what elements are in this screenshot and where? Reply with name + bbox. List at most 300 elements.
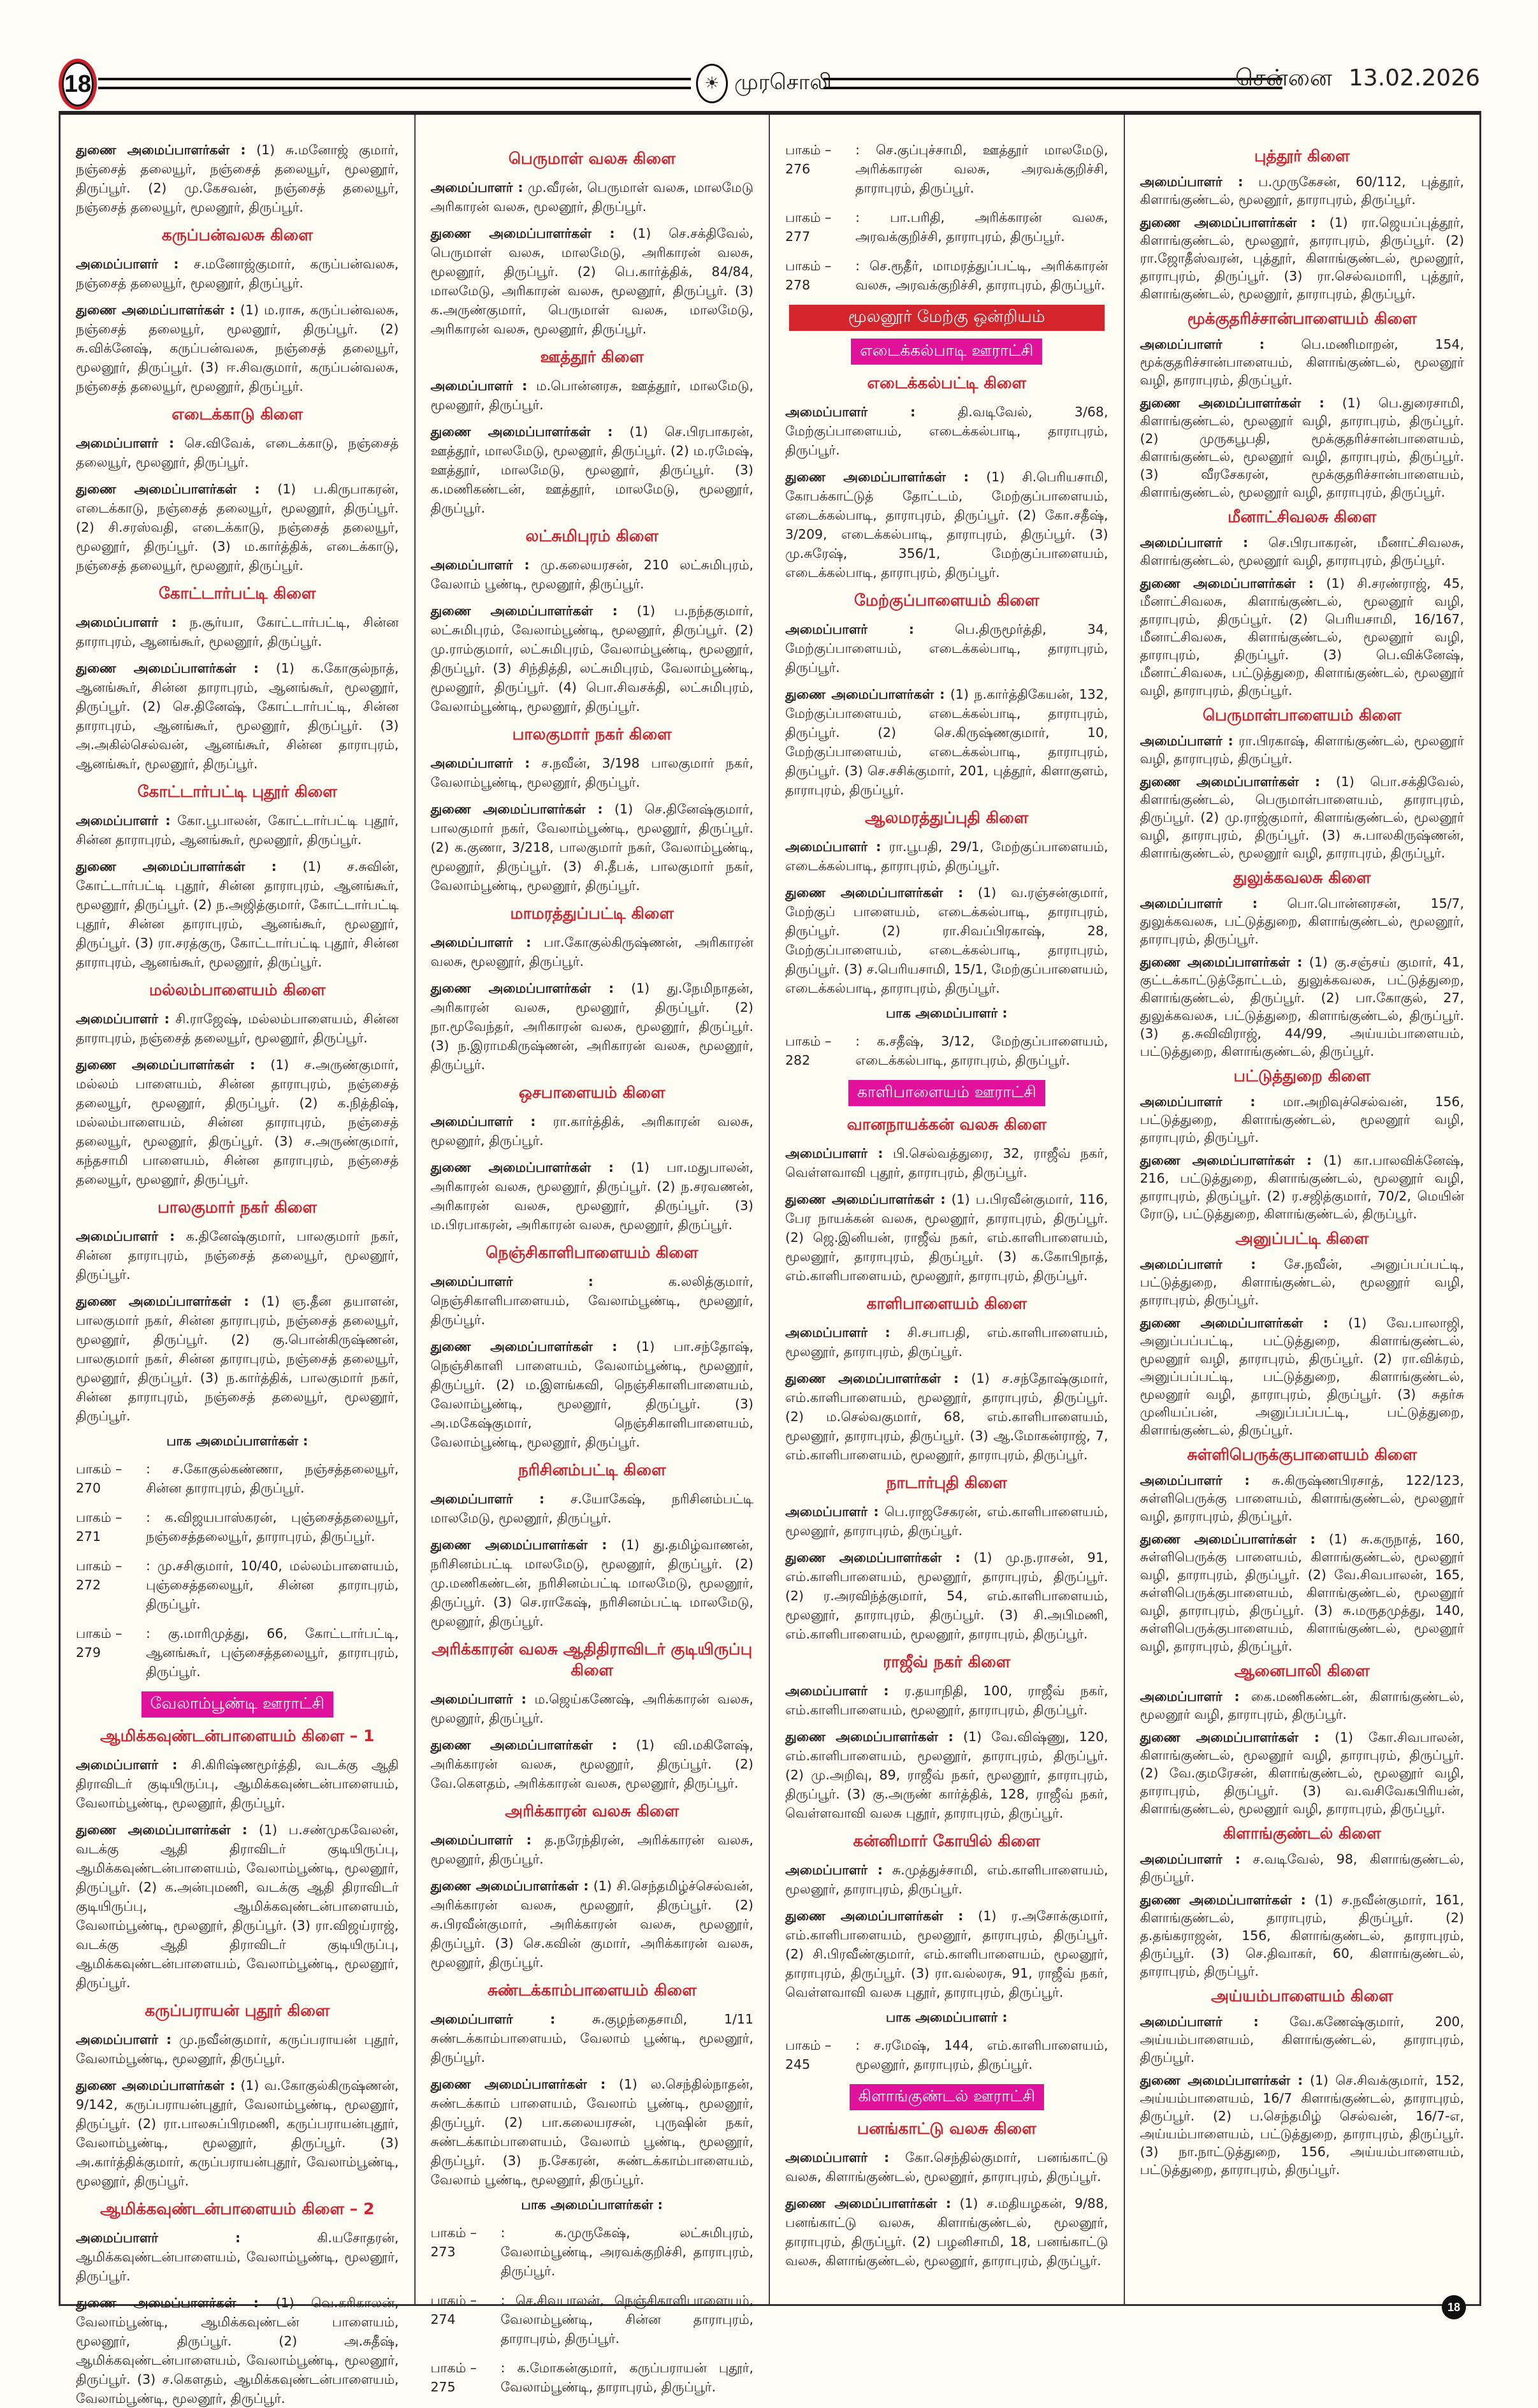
member-details: ச.வடிவேல், 98, கிளாங்குண்டல், திருப்பூர். <box>1140 1851 1464 1885</box>
deputy-organizers-entry <box>1140 1530 1465 1655</box>
member-details: (1) பா.சந்தோஷ், நெஞ்சிகாளி பாளையம், வேலாம்பூண்டி, மூலனூர், திருப்பூர். (2) ம.இளங்கவி, நெஞ்சிகாளிபாளையம், வேலாம்பூண்டி, மூலனூர், திருப்பூர். (3) அ.மகேஷ்குமார், நெஞ்சிகாளிபாளையம், வேலாம்பூண்டி, மூலனூர், திருப்பூர். <box>430 1339 753 1450</box>
deputy-organizers-entry <box>1140 953 1465 1060</box>
booth-organizer: : கு.மாரிமுத்து, 66, கோட்டார்பட்டி, ஆனங்கூர், புஞ்சைத்தலையூர், தாராபுரம், திருப்பூர். <box>146 1626 399 1679</box>
dateline <box>1235 65 1480 94</box>
role-label: அமைப்பாளர் : <box>430 180 523 195</box>
role-label: அமைப்பாளர் : <box>430 935 532 950</box>
deputy-organizers-entry <box>1140 214 1465 303</box>
organizer-entry <box>431 754 754 792</box>
organizer-entry <box>431 178 754 216</box>
deputy-organizers-entry <box>431 1158 754 1234</box>
branch-heading: பாலகுமார் நகர் கிளை <box>157 1198 317 1216</box>
member-details: (1) பா.மதுபாலன், அரிகாரன் வலசு, மூலனூர், திருப்பூர். (2) ந.சரவணன், அரிகாரன் வலசு, மூலனூர், திருப்பூர். (3) ம.பிரபாகரன், அரிகாரன் வலசு, மூலனூர், திருப்பூர். <box>430 1160 753 1232</box>
role-label: அமைப்பாளர் : <box>430 1832 532 1848</box>
role-label: அமைப்பாளர் : <box>1140 1094 1256 1109</box>
role-label: துணை அமைப்பாளர்கள் : <box>785 469 969 485</box>
deputy-organizers-entry <box>76 2076 399 2191</box>
member-details: ரா.பிரகாஷ், கிளாங்குண்டல், மூலனூர் வழி, தாராபுரம், திருப்பூர். <box>1140 733 1464 766</box>
role-label: அமைப்பாளர் : <box>430 557 530 573</box>
role-label: அமைப்பாளர் : <box>1140 1257 1256 1272</box>
deputy-organizers-entry <box>1140 1151 1465 1223</box>
role-label: துணை அமைப்பாளர்கள் : <box>76 1057 256 1072</box>
member-details: (1) செ.பிரபாகரன், ஊத்தூர், மாலமேடு, மூலனூர், திருப்பூர். (2) ம.ரமேஷ், ஊத்தூர், மாலமேடு, மூலனூர், திருப்பூர். (3) க.மணிகண்டன், ஊத்தூர், மாலமேடு, மூலனூர், திருப்பூர். <box>430 424 754 516</box>
branch-heading: பெருமாள் வலசு கிளை <box>508 149 676 168</box>
panchayat-banner: எடைக்கல்பாடி ஊராட்சி <box>851 339 1042 365</box>
paper-logo <box>696 64 832 103</box>
deputy-organizers-entry <box>76 2293 399 2408</box>
organizer-entry <box>785 1681 1108 1719</box>
member-details: சி.ராஜேஷ், மல்லம்பாளையம், சின்ன தாராபுரம், நஞ்சைத் தலையூர், மூலனூர், திருப்பூர். <box>76 1011 399 1046</box>
member-details: செ.பிரபாகரன், மீனாட்சிவலசு, கிளாங்குண்டல், மூலனூர் வழி, தாராபுரம், திருப்பூர். <box>1140 535 1464 568</box>
role-label: அமைப்பாளர் : <box>785 2150 890 2165</box>
role-label: துணை அமைப்பாளர்கள் : <box>785 1550 961 1565</box>
deputy-organizers-entry <box>431 601 754 716</box>
booth-entry <box>785 1032 1108 1070</box>
organizer-entry <box>1140 1093 1465 1146</box>
column-1 <box>61 115 416 2406</box>
footer-page-number: 18 <box>1442 2295 1466 2319</box>
organizer-entry <box>431 1689 754 1728</box>
role-label: அமைப்பாளர் : <box>76 2032 172 2047</box>
deputy-organizers-entry <box>1140 1314 1465 1439</box>
deputy-organizers-entry <box>785 1369 1108 1464</box>
booth-number: பாகம் – 245 <box>785 2038 832 2072</box>
organizer-entry <box>431 1112 754 1150</box>
deputy-organizers-entry <box>785 1906 1108 2002</box>
role-label: துணை அமைப்பாளர்கள் : <box>76 2078 236 2093</box>
organizer-entry <box>431 1830 754 1869</box>
branch-heading: புத்தூர் கிளை <box>1254 147 1350 165</box>
deputy-organizers-entry <box>785 1727 1108 1823</box>
role-label: துணை அமைப்பாளர்கள் : <box>1140 1531 1316 1547</box>
organizer-entry <box>431 1489 754 1528</box>
branch-heading: மல்லம்பாளையம் கிளை <box>149 981 326 999</box>
role-label: அமைப்பாளர் : <box>430 755 530 771</box>
branch-heading: மூக்குதரிச்சான்பாளையம் கிளை <box>1187 309 1417 328</box>
organizer-entry <box>1140 2013 1465 2066</box>
branch-heading: பாலகுமார் நகர் கிளை <box>512 725 672 743</box>
branch-heading: மீனாட்சிவலசு கிளை <box>1228 507 1377 526</box>
member-details: பா.கோகுல்கிருஷ்ணன், அரிகாரன் வலசு, மூலனூர், திருப்பூர். <box>430 935 753 969</box>
branch-heading: காளிபாளையம் கிளை <box>866 1294 1027 1313</box>
organizer-entry <box>1140 1688 1465 1723</box>
member-details: ரா.பூபதி, 29/1, மேற்குப்பாளையம், எடைக்கல்பாடி, தாராபுரம், திருப்பூர். <box>785 839 1108 873</box>
booth-number: பாகம் – 270 <box>76 1461 122 1496</box>
booth-entry <box>785 2036 1108 2074</box>
branch-heading: கோட்டார்பட்டி புதூர் கிளை <box>137 782 337 801</box>
role-label: அமைப்பாளர் : <box>76 256 179 272</box>
booth-entry <box>76 1624 399 1681</box>
organizer-entry <box>1140 894 1465 948</box>
deputy-organizers-entry <box>76 659 399 773</box>
booth-organizer: : ச.ரமேஷ், 144, எம்.காளிபாளையம், மூலனூர், தாராபுரம், திருப்பூர். <box>855 2038 1108 2072</box>
booth-organizer: : க.சதீஷ், 3/12, மேற்குப்பாளையம், எடைக்கல்பாடி, தாராபுரம், திருப்பூர். <box>855 1033 1108 1068</box>
deputy-organizers-entry <box>431 422 754 518</box>
branch-heading: பட்டுத்துறை கிளை <box>1233 1067 1371 1085</box>
booth-organizer: : செ.ரூதீர், மாமரத்துப்பட்டி, அரிக்காரன் வலசு, அரவக்குறிச்சி, தாராபுரம், திருப்பூர். <box>855 258 1108 293</box>
branch-heading: அனுப்பட்டி கிளை <box>1235 1229 1369 1248</box>
role-label: துணை அமைப்பாளர்கள் : <box>430 981 614 996</box>
member-details: (1) து.தமிழ்வாணன், நரிசினம்பட்டி மாலமேடு, மூலனூர், திருப்பூர். (2) மு.மணிகண்டன், நரிசினம்பட்டி மாலமேடு, மூலனூர், திருப்பூர். (3) செ.ராகேஷ், நரிசினம்பட்டி மாலமேடு, மூலனூர், திருப்பூர். <box>430 1537 753 1629</box>
member-details: (1) சு.மனோஜ் குமார், நஞ்சைத் தலையூர், நஞ்சைத் தலையூர், மூலனூர், திருப்பூர். (2) மு.கேசவன், நஞ்சைத் தலையூர், நஞ்சைத் தலையூர், மூலனூர், திருப்பூர். <box>76 142 399 215</box>
branch-heading: நரிசினம்பட்டி கிளை <box>518 1461 666 1479</box>
deputy-organizers-entry <box>1140 1891 1465 1980</box>
member-details: சு.கிருஷ்ணபிரசாத், 122/123, சுள்ளிபெருக்கு பாளையம், கிளாங்குண்டல், மூலனூர் வழி, தாராபுரம், திருப்பூர். <box>1140 1473 1464 1524</box>
member-details: பெ.மணிமாறன், 154, மூக்குதரிச்சான்பாளையம், கிளாங்குண்டல், மூலனூர் வழி, தாராபுரம், திருப்பூர். <box>1140 337 1464 388</box>
role-label: அமைப்பாளர் : <box>430 1274 593 1289</box>
role-label: துணை அமைப்பாளர்கள் : <box>430 424 613 439</box>
role-label: அமைப்பாளர் : <box>76 813 171 828</box>
booth-organizers-subheading: பாக அமைப்பாளர்கள் : <box>166 1433 308 1448</box>
member-details: (1) செ.சக்திவேல், பெருமாள் வலசு, மாலமேடு, அரிகாரன் வலசு, மூலனூர், திருப்பூர். (2) பெ.கார்த்திக், 84/84, மாலமேடு, அரிகாரன் வலசு, மூலனூர், திருப்பூர். (3) க.அருண்குமார், பெருமாள் வலசு, மாலமேடு, அரிகாரன் வலசு, மூலனூர், திருப்பூர். <box>430 226 753 337</box>
organizer-entry <box>1140 1471 1465 1525</box>
member-details: (1) ச.சந்தோஷ்குமார், எம்.காளிபாளையம், மூலனூர், தாராபுரம், திருப்பூர். (2) ம.செல்வகுமார், 68, எம்.காளிபாளையம், மூலனூர், தாராபுரம், திருப்பூர். (3) ஆ.மோகன்ராஜ், 7, எம்.காளிபாளையம், மூலனூர், தாராபுரம், திருப்பூர். <box>785 1371 1108 1463</box>
role-label: துணை அமைப்பாளர்கள் : <box>785 1729 954 1744</box>
deputy-organizers-entry <box>785 1190 1108 1285</box>
organizer-entry <box>785 1502 1108 1540</box>
member-details: (1) ச.மதியழகன், 9/88, பனங்காட்டு வலசு, கிளாங்குண்டல், மூலனூர், தாராபுரம், திருப்பூர். (2) பழனிசாமி, 18, பனங்காட்டு வலசு, கிளாங்குண்டல், மூலனூர், தாராபுரம், திருப்பூர். <box>785 2196 1108 2268</box>
organizer-entry <box>76 2030 399 2068</box>
organizer-entry <box>1140 173 1465 208</box>
organizer-entry <box>785 1860 1108 1899</box>
deputy-organizers-entry <box>431 1876 754 1972</box>
booth-number: பாகம் – 273 <box>430 2225 477 2259</box>
branch-heading: துலுக்கவலசு கிளை <box>1233 868 1371 887</box>
member-details: (1) பெ.துரைசாமி, கிளாங்குண்டல், மூலனூர் வழி, தாராபுரம், திருப்பூர். (2) முருகபூபதி, மூக்குதரிச்சான்பாளையம், கிளாங்குண்டல், மூலனூர் வழி, தாராபுரம், திருப்பூர். (3) வீரசேகரன், மூக்குதரிச்சான்பாளையம், கிளாங்குண்டல், மூலனூர் வழி, தாராபுரம், திருப்பூர். <box>1140 395 1464 500</box>
member-details: பெ.ராஜசேகரன், எம்.காளிபாளையம், மூலனூர், தாராபுரம், திருப்பூர். <box>785 1504 1108 1538</box>
panchayat-banner: காளிபாளையம் ஊராட்சி <box>848 1080 1045 1106</box>
deputy-organizers-entry <box>76 300 399 396</box>
branch-heading: ஆமிக்கவுண்டன்பாளையம் கிளை – 2 <box>100 2200 375 2218</box>
role-label: அமைப்பாளர் : <box>1140 733 1233 748</box>
role-label: துணை அமைப்பாளர்கள் : <box>76 302 235 317</box>
branch-heading: கருப்பன்வலசு கிளை <box>161 226 313 244</box>
issue-date: 13.02.2026 <box>1348 65 1480 91</box>
organizer-entry <box>431 376 754 414</box>
member-details: (1) ப.கிருபாகரன், எடைக்காடு, நஞ்சைத் தலையூர், மூலனூர், திருப்பூர். (2) சி.சரஸ்வதி, எடைக்காடு, நஞ்சைத் தலையூர், மூலனூர், திருப்பூர். (3) ம.கார்த்திக், எடைக்காடு, நஞ்சைத் தலையூர், மூலனூர், திருப்பூர். <box>76 481 399 573</box>
member-details: ச.நவீன், 3/198 பாலகுமார் நகர், வேலாம்பூண்டி, மூலனூர், திருப்பூர். <box>430 755 753 790</box>
member-details: (1) ப.சண்முகவேலன், வடக்கு ஆதி திராவிடர் குடியிருப்பு, ஆமிக்கவுண்டன்பாளையம், வேலாம்பூண்டி, மூலனூர், திருப்பூர். (2) க.அன்புமணி, வடக்கு ஆதி திராவிடர் குடியிருப்பு, ஆமிக்கவுண்டன்பாளையம், வேலாம்பூண்டி, மூலனூர், திருப்பூர். (3) ரா.விஜய்ராஜ், வடக்கு ஆதி திராவிடர் குடியிருப்பு, ஆமிக்கவுண்டன்பாளையம், வேலாம்பூண்டி, மூலனூர், திருப்பூர். <box>76 1822 399 1990</box>
member-details: ச.யோகேஷ், நரிசினம்பட்டி மாலமேடு, மூலனூர், திருப்பூர். <box>430 1491 753 1526</box>
role-label: அமைப்பாளர் : <box>1140 896 1258 911</box>
role-label: துணை அமைப்பாளர்கள் : <box>1140 954 1303 970</box>
booth-organizer: : செ.குப்புச்சாமி, ஊத்தூர் மாலமேடு, அரிக்காரன் வலசு, அரவக்குறிச்சி, தாராபுரம், திருப்பூர். <box>855 142 1108 196</box>
organizer-entry <box>785 1144 1108 1182</box>
booth-entry <box>785 208 1108 246</box>
member-details: (1) பொ.சக்திவேல், கிளாங்குண்டல், பெருமாள்பாளையம், தாராபுரம், திருப்பூர். (2) மு.ராஜ்குமார், கிளாங்குண்டல், மூலனூர் வழி, தாராபுரம், திருப்பூர். (3) சு.பாலகிருஷ்ணன், கிளாங்குண்டல், மூலனூர் வழி, தாராபுரம், திருப்பூர். <box>1140 774 1464 861</box>
member-details: வே.கணேஷ்குமார், 200, அய்யம்பாளையம், கிளாங்குண்டல், தாராபுரம், திருப்பூர். <box>1140 2014 1464 2065</box>
booth-number: பாகம் – 275 <box>430 2360 477 2395</box>
branch-heading: கன்னிமார் கோயில் கிளை <box>853 1832 1041 1850</box>
role-label: துணை அமைப்பாளர்கள் : <box>76 1294 249 1309</box>
role-label: அமைப்பாளர் : <box>1140 2014 1259 2029</box>
role-label: துணை அமைப்பாளர்கள் : <box>76 1822 248 1837</box>
branch-heading: ஆமிக்கவுண்டன்பாளையம் கிளை – 1 <box>100 1726 375 1745</box>
role-label: அமைப்பாளர் : <box>430 1114 536 1129</box>
role-label: அமைப்பாளர் : <box>1140 535 1249 550</box>
sunrise-emblem-icon: ☀ <box>696 64 728 103</box>
deputy-organizers-entry <box>431 224 754 339</box>
role-label: அமைப்பாளர் : <box>785 1862 883 1878</box>
role-label: துணை அமைப்பாளர்கள் : <box>1140 1153 1312 1168</box>
role-label: துணை அமைப்பாளர்கள் : <box>76 2295 259 2310</box>
member-details: மா.அறிவுச்செல்வன், 156, பட்டுத்துறை, கிளாங்குண்டல், மூலனூர் வழி, தாராபுரம், திருப்பூர். <box>1140 1094 1464 1145</box>
booth-entry <box>76 1556 399 1614</box>
member-details: (1) ப.நந்தகுமார், லட்சுமிபுரம், வேலாம்பூண்டி, மூலனூர், திருப்பூர். (2) மு.ராம்குமார், லட்சுமிபுரம், வேலாம்பூண்டி, மூலனூர், திருப்பூர். (3) சிந்தித்தி, லட்சுமிபுரம், வேலாம்பூண்டி, மூலனூர், திருப்பூர். (4) பொ.சிவசக்தி, லட்சுமிபுரம், வேலாம்பூண்டி, மூலனூர், திருப்பூர். <box>430 603 753 714</box>
member-details: சே.நவீன், அனுப்பப்பட்டி, பட்டுத்துறை, கிளாங்குண்டல், மூலனூர் வழி, தாராபுரம், திருப்பூர். <box>1140 1257 1464 1308</box>
paper-name: முரசொலி <box>734 69 832 95</box>
branch-heading: வானநாயக்கன் வலசு கிளை <box>846 1115 1047 1134</box>
branch-heading: சுண்டக்காம்பாளையம் கிளை <box>487 1981 697 1999</box>
booth-entry <box>785 256 1108 295</box>
role-label: துணை அமைப்பாளர்கள் : <box>430 603 618 618</box>
deputy-organizers-entry <box>1140 773 1465 862</box>
organizer-entry <box>1140 1255 1465 1309</box>
booth-organizer: : க.மோகன்குமார், கருப்பராயன் புதூர், வேலாம்பூண்டி, தாராபுரம், திருப்பூர். <box>500 2360 753 2395</box>
branch-heading: அய்யம்பாளையம் கிளை <box>1210 1987 1393 2005</box>
booth-number: பாகம் – 279 <box>76 1626 122 1660</box>
member-details: ம.ஜெய்கணேஷ், அரிக்காரன் வலசு, மூலனூர், திருப்பூர். <box>430 1691 753 1726</box>
panchayat-banner: வேலாம்பூண்டி ஊராட்சி <box>141 1691 333 1718</box>
branch-heading: அரிக்காரன் வலசு கிளை <box>505 1802 679 1820</box>
member-details: (1) வே.விஷ்ணு, 120, எம்.காளிபாளையம், மூலனூர், தாராபுரம், திருப்பூர். (2) மு.அறிவு, 89, ராஜீவ் நகர், மூலனூர், தாராபுரம், திருப்பூர். (3) கு.அருண் கார்த்திக், 128, ராஜீவ் நகர், வெள்ளவாவி வலசு புதூர், தாராபுரம், திருப்பூர். <box>785 1729 1108 1821</box>
organizer-entry <box>431 2010 754 2067</box>
organizer-entry <box>76 2228 399 2286</box>
organizer-entry <box>431 1272 754 1329</box>
booth-entry <box>76 1508 399 1546</box>
member-details: (1) ர.அசோக்குமார், எம்.காளிபாளையம், மூலனூர், தாராபுரம், திருப்பூர். (2) சி.பிரவீண்குமார், எம்.காளிபாளையம், மூலனூர், தாராபுரம், திருப்பூர். (3) ரா.வல்லரசு, 91, ராஜீவ் நகர், வெள்ளவாவி வலசு புதூர், தாராபுரம், திருப்பூர். <box>785 1908 1108 2000</box>
deputy-organizers-entry <box>1140 574 1465 699</box>
member-details: கை.மணிகண்டன், கிளாங்குண்டல், மூலனூர் வழி, தாராபுரம், திருப்பூர். <box>1140 1689 1464 1722</box>
organizer-entry <box>76 254 399 293</box>
member-details: ச.மனோஜ்குமார், கருப்பன்வலசு, நஞ்சைத் தலையூர், மூலனூர், திருப்பூர். <box>76 256 399 291</box>
role-label: துணை அமைப்பாளர்கள் : <box>430 801 603 817</box>
role-label: அமைப்பாளர் : <box>1140 337 1265 352</box>
role-label: அமைப்பாளர் : <box>1140 1473 1250 1488</box>
booth-entry <box>76 1459 399 1498</box>
column-4 <box>1125 115 1480 2304</box>
panchayat-banner: கிளாங்குண்டல் ஊராட்சி <box>850 2084 1044 2110</box>
role-label: துணை அமைப்பாளர்கள் : <box>76 660 259 676</box>
member-details: (1) செ.தினேஷ்குமார், பாலகுமார் நகர், வேலாம்பூண்டி, மூலனூர், திருப்பூர். (2) க.குணா, 3/218, பாலகுமார் நகர், வேலாம்பூண்டி, மூலனூர், திருப்பூர். (3) சி.தீபக், பாலகுமார் நகர், வேலாம்பூண்டி, மூலனூர், திருப்பூர். <box>430 801 753 893</box>
role-label: அமைப்பாளர் : <box>785 1683 889 1698</box>
branch-heading: ஊத்தூர் கிளை <box>540 347 644 366</box>
booth-number: பாகம் – 272 <box>76 1558 122 1593</box>
member-details: (1) க.கோகுல்நாத், ஆனங்கூர், சின்ன தாராபுரம், ஆனங்கூர், மூலனூர், திருப்பூர். (2) செ.தினேஷ், கோட்டார்பட்டி, சின்ன தாராபுரம், ஆனங்கூர், மூலனூர், திருப்பூர். (3) அ.அகில்செல்வன், ஆனங்கூர், சின்ன தாராபுரம், ஆனங்கூர், மூலனூர், திருப்பூர். <box>76 660 399 771</box>
role-label: துணை அமைப்பாளர்கள் : <box>1140 1315 1329 1331</box>
organizer-entry <box>76 613 399 651</box>
member-details: ம.பொன்னரசு, ஊத்தூர், மாலமேடு, மூலனூர், திருப்பூர். <box>430 378 753 412</box>
member-details: (1) வெ.கரிகாலன், வேலாம்பூண்டி, ஆமிக்கவுண்டன் பாளையம், மூலனூர், திருப்பூர். (2) அ.சுதீஷ், ஆமிக்கவுண்டன்பாளையம், வேலாம்பூண்டி, மூலனூர், திருப்பூர். (3) ச.கௌதம், ஆமிக்கவுண்டன்பாளையம், வேலாம்பூண்டி, மூலனூர், திருப்பூர். <box>76 2295 399 2406</box>
member-details: (1) கு.சஞ்சய் குமார், 41, குட்டக்காட்டுத்தோட்டம், துலுக்கவலசு, பட்டுத்துறை, கிளாங்குண்டல், திருப்பூர். (2) பா.கோகுல், 27, துலுக்கவலசு, பட்டுத்துறை, கிளாங்குண்டல், திருப்பூர். (3) த.சுவிவிராஜ், 44/99, அய்யம்பாளையம், பட்டுத்துறை, கிளாங்குண்டல், திருப்பூர். <box>1140 954 1464 1059</box>
role-label: துணை அமைப்பாளர்கள் : <box>430 1878 589 1894</box>
organizer-entry <box>76 1009 399 1047</box>
booth-organizer: : பா.பரிதி, அரிக்காரன் வலசு, அரவக்குறிச்சி, தாராபுரம், திருப்பூர். <box>855 210 1108 244</box>
member-details: (1) கா.பாலவிக்னேஷ், 216, பட்டுத்துறை, கிளாங்குண்டல், மூலனூர் வழி, தாராபுரம், திருப்பூர். (2) ர.சஜித்குமார், 70/2, மெயின் ரோடு, பட்டுத்துறை, கிளாங்குண்டல், திருப்பூர். <box>1140 1153 1464 1222</box>
deputy-organizers-entry <box>785 2194 1108 2270</box>
role-label: துணை அமைப்பாளர்கள் : <box>430 1737 618 1753</box>
booth-entry <box>431 2358 754 2397</box>
branch-heading: அரிக்காரன் வலசு ஆதிதிராவிடர் குடியிருப்பு கிளை <box>432 1640 753 1679</box>
branch-heading: ஒசபாளையம் கிளை <box>518 1083 665 1102</box>
role-label: துணை அமைப்பாளர்கள் : <box>785 1908 964 1923</box>
deputy-organizers-entry <box>431 1535 754 1631</box>
role-label: துணை அமைப்பாளர்கள் : <box>1140 2073 1303 2088</box>
page-number-badge: 18 <box>59 59 97 110</box>
member-details: சு.முத்துச்சாமி, எம்.காளிபாளையம், மூலனூர், தாராபுரம், திருப்பூர். <box>785 1862 1108 1897</box>
role-label: துணை அமைப்பாளர்கள் : <box>1140 395 1324 411</box>
role-label: துணை அமைப்பாளர்கள் : <box>1140 774 1321 789</box>
member-details: (1) ம.ராசு, கருப்பன்வலசு, நஞ்சைத் தலையூர், மூலனூர், திருப்பூர். (2) சு.விக்னேஷ், கருப்பன்வலசு, நஞ்சைத் தலையூர், மூலனூர், திருப்பூர். (3) ஈ.சிவகுமார், கருப்பன்வலசு, நஞ்சைத் தலையூர், மூலனூர், திருப்பூர். <box>76 302 399 394</box>
member-details: (1) கோ.சிவபாலன், கிளாங்குண்டல், மூலனூர் வழி, தாராபுரம், திருப்பூர். (2) வே.குமரேசன், கிளாங்குண்டல், மூலனூர் வழி, தாராபுரம், திருப்பூர். (3) வ.வசிவேகபிரியன், கிளாங்குண்டல், மூலனூர் வழி, தாராபுரம், திருப்பூர். <box>1140 1730 1464 1816</box>
organizer-entry <box>1140 335 1465 389</box>
member-details: கோ.செந்தில்குமார், பனங்காட்டு வலசு, கிளாங்குண்டல், மூலனூர், தாராபுரம், திருப்பூர். <box>785 2150 1108 2184</box>
city: சென்னை <box>1235 65 1332 91</box>
branch-heading: நாடார்புதி கிளை <box>886 1473 1008 1492</box>
organizer-entry <box>1140 534 1465 569</box>
branch-heading: மேற்குப்பாளையம் கிளை <box>854 591 1040 609</box>
union-banner: மூலனூர் மேற்கு ஒன்றியம் <box>789 305 1105 331</box>
member-details: தி.வடிவேல், 3/68, மேற்குப்பாளையம், எடைக்கல்பாடி, தாராபுரம், திருப்பூர். <box>785 404 1108 458</box>
role-label: அமைப்பாளர் : <box>76 615 177 630</box>
member-details: சி.சபாபதி, எம்.காளிபாளையம், மூலனூர், தாராபுரம், திருப்பூர். <box>785 1325 1108 1359</box>
deputy-organizers-entry <box>431 799 754 895</box>
role-label: துணை அமைப்பாளர்கள் : <box>1140 1892 1306 1908</box>
organizer-entry <box>76 1755 399 1813</box>
member-details: (1) செ.சிவக்குமார், 152, அய்யம்பாளையம், 16/7 கிளாங்குண்டல், தாராபுரம், திருப்பூர். (2) ப.செந்தமிழ் செல்வன், 16/7-எ, அய்யம்பாளையம், பட்டுத்துறை, தாராபுரம், திருப்பூர். (3) நா.நாட்டுத்துறை, 156, அய்யம்பாளையம், பட்டுத்துறை, தாராபுரம், திருப்பூர். <box>1140 2073 1465 2177</box>
booth-organizer: : க.விஜயபாஸ்கரன், புஞ்சைத்தலையூர், நஞ்சைத்தலையூர், தாராபுரம், திருப்பூர். <box>146 1510 399 1544</box>
role-label: துணை அமைப்பாளர்கள் : <box>76 142 246 157</box>
branch-heading: ராஜீவ் நகர் கிளை <box>883 1653 1011 1671</box>
member-details: த.நரேந்திரன், அரிக்காரன் வலசு, மூலனூர், திருப்பூர். <box>430 1832 753 1867</box>
role-label: அமைப்பாளர் : <box>430 1491 545 1507</box>
member-details: (1) சி.செந்தமிழ்ச்செல்வன், அரிக்காரன் வலசு, மூலனூர், திருப்பூர். (2) சு.பிரவீன்குமார், அரிக்காரன் வலசு, மூலனூர், திருப்பூர். (3) செ.கவின் குமார், அரிக்காரன் வலசு, மூலனூர், திருப்பூர். <box>430 1878 753 1970</box>
deputy-organizers-entry <box>431 1337 754 1452</box>
member-details: (1) வே.பாலாஜி, அனுப்பப்பட்டி, பட்டுத்துறை, கிளாங்குண்டல், மூலனூர் வழி, தாராபுரம், திருப்பூர். (2) ரா.விக்ரம், அனுப்பப்பட்டி, பட்டுத்துறை, கிளாங்குண்டல், மூலனூர் வழி, தாராபுரம், திருப்பூர். (3) சுதர்சு முனியப்பன், அனுப்பப்பட்டி, பட்டுத்துறை, கிளாங்குண்டல், திருப்பூர். <box>1140 1315 1465 1438</box>
deputy-organizers-entry <box>785 685 1108 799</box>
column-2 <box>416 115 771 2395</box>
booth-organizer: : செ.சிவபாலன், நெஞ்சிகாளிபாளையம், வேலாம்பூண்டி, சின்ன தாராபுரம், தாராபுரம், திருப்பூர். <box>500 2293 753 2346</box>
branch-heading: லட்சுமிபுரம் கிளை <box>525 527 659 545</box>
member-details: (1) ரா.ஜெயப்புத்தூர், கிளாங்குண்டல், மூலனூர், தாராபுரம், திருப்பூர். (2) ரா.ஜோதீஸ்வரன், புத்தூர், கிளாங்குண்டல், மூலனூர், தாராபுரம், திருப்பூர். (3) ரா.செல்வமாரி, புத்தூர், கிளாங்குண்டல், மூலனூர், தாராபுரம், திருப்பூர். <box>1140 215 1464 302</box>
member-details: மு.வீரன், பெருமாள் வலசு, மாலமேடு அரிகாரன் வலசு, மூலனூர், திருப்பூர். <box>430 180 753 214</box>
organizer-entry <box>76 434 399 472</box>
member-details: மு.கலையரசன், 210 லட்சுமிபுரம், வேலாம் பூண்டி, மூலனூர், திருப்பூர். <box>430 557 753 592</box>
booth-number: பாகம் – 271 <box>76 1510 122 1544</box>
role-label: அமைப்பாளர் : <box>785 1325 890 1340</box>
member-details: பி.செல்வத்துரை, 32, ராஜீவ் நகர், வெள்ளவாவி புதூர், தாராபுரம், திருப்பூர். <box>785 1146 1108 1180</box>
role-label: அமைப்பாளர் : <box>76 435 175 451</box>
booth-number: பாகம் – 277 <box>785 210 832 244</box>
role-label: துணை அமைப்பாளர்கள் : <box>430 1160 614 1175</box>
member-details: (1) ஞ.தீன தயாளன், பாலகுமார் நகர், சின்ன தாராபுரம், நஞ்சைத் தலையூர், மூலனூர், திருப்பூர். (2) கு.பொன்கிருஷ்ணன், பாலகுமார் நகர், சின்ன தாராபுரம், நஞ்சைத் தலையூர், மூலனூர், திருப்பூர். (3) ந.கார்த்திக், பாலகுமார் நகர், சின்ன தாராபுரம், நஞ்சைத் தலையூர், மூலனூர், திருப்பூர். <box>76 1294 399 1424</box>
role-label: துணை அமைப்பாளர்கள் : <box>430 1537 607 1552</box>
organizer-entry <box>785 1323 1108 1361</box>
member-details: ர.தயாநிதி, 100, ராஜீவ் நகர், எம்.காளிபாளையம், மூலனூர், தாராபுரம், திருப்பூர். <box>785 1683 1108 1718</box>
booth-number: பாகம் – 278 <box>785 258 832 293</box>
deputy-organizers-entry <box>785 467 1108 582</box>
member-details: ந.சூர்யா, கோட்டார்பட்டி, சின்ன தாராபுரம், ஆனங்கூர், மூலனூர், திருப்பூர். <box>76 615 399 649</box>
organizer-entry <box>1140 1850 1465 1886</box>
deputy-organizers-entry <box>431 979 754 1074</box>
role-label: அமைப்பாளர் : <box>785 622 915 637</box>
member-details: (1) து.நேமிநாதன், அரிகாரன் வலசு, மூலனூர், திருப்பூர். (2) நா.மூவேந்தர், அரிகாரன் வலசு, மூலனூர், திருப்பூர். (3) ந.இராமகிருஷ்ணன், அரிகாரன் வலசு, மூலனூர், திருப்பூர். <box>430 981 753 1072</box>
member-details: (1) சு.கருநாத், 160, சுள்ளிபெருக்கு பாளையம், கிளாங்குண்டல், மூலனூர் வழி, தாராபுரம், திருப்பூர். (2) வே.சிவபாலன், 165, சுள்ளிபெருக்குபாளையம், கிளாங்குண்டல், மூலனூர் வழி, தாராபுரம், திருப்பூர். (3) சு.மருதமுத்து, 140, சுள்ளிபெருக்குபாளையம், கிளாங்குண்டல், மூலனூர் வழி, தாராபுரம், திருப்பூர். <box>1140 1531 1465 1654</box>
branch-heading: சுள்ளிபெருக்குபாளையம் கிளை <box>1187 1445 1418 1464</box>
organizer-entry <box>785 620 1108 677</box>
member-details: செ.விவேக், எடைக்காடு, நஞ்சைத் தலையூர், மூலனூர், திருப்பூர். <box>76 435 399 470</box>
role-label: அமைப்பாளர் : <box>76 1229 175 1244</box>
branch-heading: எடைக்கல்பட்டி கிளை <box>867 374 1027 392</box>
booth-number: பாகம் – 274 <box>430 2293 477 2327</box>
role-label: அமைப்பாளர் : <box>1140 1851 1241 1867</box>
organizer-entry <box>76 1227 399 1284</box>
booth-organizer: : மு.சசிகுமார், 10/40, மல்லம்பாளையம், புஞ்சைத்தலையூர், சின்ன தாராபுரம், திருப்பூர். <box>146 1558 399 1612</box>
role-label: அமைப்பாளர் : <box>76 1757 178 1772</box>
role-label: துணை அமைப்பாளர்கள் : <box>785 1371 959 1386</box>
article-frame <box>59 111 1481 2406</box>
role-label: துணை அமைப்பாளர்கள் : <box>785 687 945 702</box>
member-details: (1) வ.ரஞ்சன்குமார், மேற்குப் பாளையம், எடைக்கல்பாடி, தாராபுரம், திருப்பூர். (2) ரா.சிவப்பிரகாஷ், 28, மேற்குப்பாளையம், எடைக்கல்பாடி, தாராபுரம், திருப்பூர். (3) ச.பெரியசாமி, 15/1, மேற்குப்பாளையம், எடைக்கல்பாடி, தாராபுரம், திருப்பூர். <box>785 885 1108 996</box>
role-label: துணை அமைப்பாளர்கள் : <box>76 859 277 874</box>
organizer-entry <box>431 555 754 594</box>
branch-heading: பனங்காட்டு வலசு கிளை <box>857 2119 1036 2138</box>
member-details: சி.கிரிஷ்ணமூர்த்தி, வடக்கு ஆதி திராவிடர் குடியிருப்பு, ஆமிக்கவுண்டன்பாளையம், வேலாம்பூண்டி, மூலனூர், திருப்பூர். <box>76 1757 399 1811</box>
booth-entry <box>431 2223 754 2280</box>
role-label: துணை அமைப்பாளர்கள் : <box>430 2076 606 2092</box>
member-details: (1) ந.கார்த்திகேயன், 132, மேற்குப்பாளையம், எடைக்கல்பாடி, தாராபுரம், திருப்பூர். (2) செ.கிருஷ்ணகுமார், 10, மேற்குப்பாளையம், எடைக்கல்பாடி, தாராபுரம், திருப்பூர். (3) செ.சசிக்குமார், 201, புத்தூர், கிளாகுளம், தாராபுரம், திருப்பூர். <box>785 687 1108 798</box>
member-details: கோ.பூபாலன், கோட்டார்பட்டி புதூர், சின்ன தாராபுரம், ஆனங்கூர், மூலனூர், திருப்பூர். <box>76 813 399 847</box>
organizer-entry <box>785 837 1108 875</box>
deputy-organizers-entry <box>76 857 399 972</box>
deputy-organizers-entry <box>1140 2071 1465 2178</box>
role-label: துணை அமைப்பாளர்கள் : <box>785 1192 946 1207</box>
member-details: (1) வ.கோகுல்கிருஷ்ணன், 9/142, கருப்பராயன்புதூர், வேலாம்பூண்டி, மூலனூர், திருப்பூர். (2) ரா.பாலசுப்பிரமணி, கருப்பராயன்புதூர், வேலாம்பூண்டி, மூலனூர், திருப்பூர். (3) அ.கார்த்திக்குமார், கருப்பராயன்புதூர், வேலாம்பூண்டி, மூலனூர், திருப்பூர். <box>76 2078 399 2189</box>
branch-heading: ஆனைபாலி கிளை <box>1234 1661 1370 1680</box>
booth-organizers-subheading: பாக அமைப்பாளர் : <box>885 2010 1008 2025</box>
member-details: க.லலித்குமார், நெஞ்சிகாளிபாளையம், வேலாம்பூண்டி, மூலனூர், திருப்பூர். <box>430 1274 753 1327</box>
member-details: சு.குழந்தைசாமி, 1/11 சுண்டக்காம்பாளையம், வேலாம் பூண்டி, மூலனூர், திருப்பூர். <box>430 2011 753 2065</box>
deputy-organizers-entry <box>1140 394 1465 501</box>
role-label: துணை அமைப்பாளர்கள் : <box>785 885 964 900</box>
masthead-rule-right <box>823 78 1282 89</box>
role-label: அமைப்பாளர் : <box>785 404 916 420</box>
member-details: (1) ப.பிரவீன்குமார், 116, பேர நாயக்கன் வலசு, மூலனூர், தாராபுரம், திருப்பூர். (2) ஜெ.இனியன், ராஜீவ் நகர், எம்.காளிபாளையம், மூலனூர், தாராபுரம், திருப்பூர். (3) க.கோபிநாத், எம்.காளிபாளையம், மூலனூர், தாராபுரம், திருப்பூர். <box>785 1192 1108 1283</box>
role-label: அமைப்பாளர் : <box>76 2230 241 2245</box>
column-3 <box>770 115 1125 2304</box>
member-details: ரா.கார்த்திக், அரிகாரன் வலசு, மூலனூர், திருப்பூர். <box>430 1114 753 1148</box>
deputy-organizers-entry <box>431 2075 754 2189</box>
booth-number: பாகம் – 276 <box>785 142 832 177</box>
member-details: (1) ச.சுவின், கோட்டார்பட்டி புதூர், சின்ன தாராபுரம், ஆனங்கூர், மூலனூர், திருப்பூர். (2) ந.அஜித்குமார், கோட்டார்பட்டி புதூர், சின்ன தாராபுரம், ஆனங்கூர், மூலனூர், திருப்பூர். (3) ரா.சரத்குரு, கோட்டார்பட்டி புதூர், சின்ன தாராபுரம், ஆனங்கூர், மூலனூர், திருப்பூர். <box>76 859 399 970</box>
booth-organizer: : ச.கோகுல்கண்ணா, நஞ்சத்தலையூர், சின்ன தாராபுரம், திருப்பூர். <box>146 1461 399 1496</box>
role-label: துணை அமைப்பாளர்கள் : <box>1140 1730 1319 1745</box>
role-label: துணை அமைப்பாளர்கள் : <box>785 2196 952 2211</box>
branch-heading: மாமரத்துப்பட்டி கிளை <box>510 904 674 923</box>
masthead-rule-left <box>98 78 691 89</box>
role-label: அமைப்பாளர் : <box>1140 174 1244 189</box>
organizer-entry <box>785 2148 1108 2186</box>
member-details: கி.யசோதரன், ஆமிக்கவுண்டன்பாளையம், வேலாம்பூண்டி, மூலனூர், திருப்பூர். <box>76 2230 399 2284</box>
branch-heading: நெஞ்சிகாளிபாளையம் கிளை <box>486 1243 699 1262</box>
booth-organizers-subheading: பாக அமைப்பாளர் : <box>885 1005 1008 1021</box>
role-label: அமைப்பாளர் : <box>785 839 881 854</box>
member-details: (1) சி.பெரியசாமி, கோபக்காட்டுத் தோட்டம், மேற்குப்பாளையம், எடைக்கல்பாடி, தாராபுரம், திருப்பூர். (2) கோ.சதீஷ், 3/209, எடைக்கல்பாடி, தாராபுரம், திருப்பூர். (3) மு.சுரேஷ், 356/1, மேற்குப்பாளையம், எடைக்கல்பாடி, தாராபுரம், திருப்பூர். <box>785 469 1108 580</box>
organizer-entry <box>431 933 754 971</box>
booth-entry <box>431 2291 754 2348</box>
role-label: அமைப்பாளர் : <box>430 2011 556 2027</box>
branch-heading: பெருமாள்பாளையம் கிளை <box>1202 706 1402 724</box>
